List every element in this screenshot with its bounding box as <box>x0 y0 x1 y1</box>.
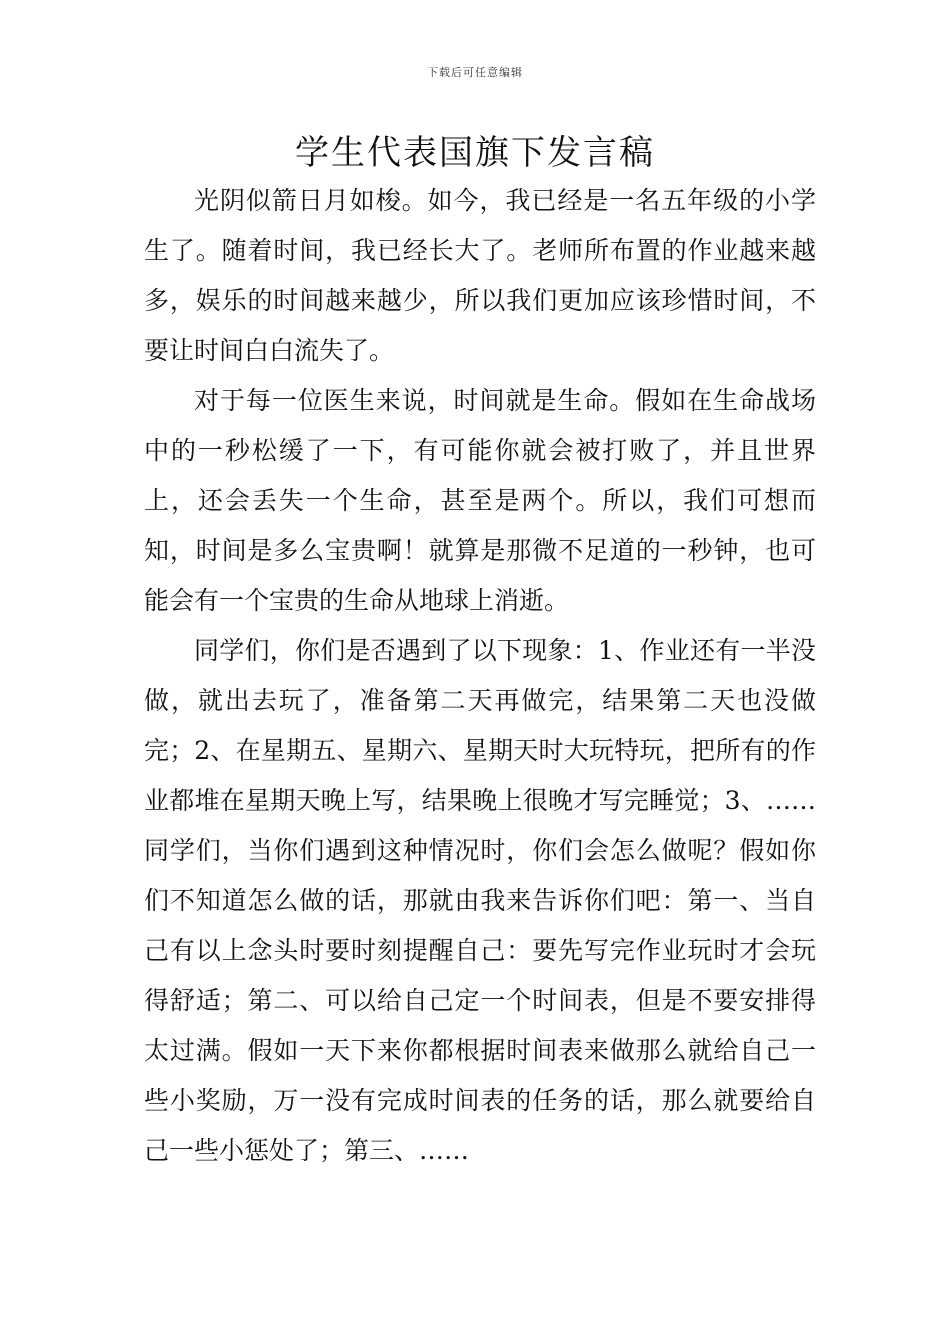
header-note: 下载后可任意编辑 <box>427 66 523 79</box>
paragraph-3: 同学们，你们是否遇到了以下现象：1、作业还有一半没做，就出去玩了，准备第二天再做完，结果第二天也没做完；2、在星期五、星期六、星期天时大玩特玩，把所有的作业都堆在星期天晚上写，结果晚上很晚才写完睡觉；3、……同学们，当你们遇到这种情况时，你们会怎么做呢？假如你们不知道怎么做的话，那就由我来告诉你们吧：第一、当自己有以上念头时要时刻提醒自己：要先写完作业玩时才会玩得舒适；第二、可以给自己定一个时间表，但是不要安排得太过满。假如一天下来你都根据时间表来做那么就给自己一些小奖励，万一没有完成时间表的任务的话，那么就要给自己一些小惩处了；第三、…… <box>144 636 816 1165</box>
page-title: 学生代表国旗下发言稿 <box>295 133 655 173</box>
paragraph-2: 对于每一位医生来说，时间就是生命。假如在生命战场中的一秒松缓了一下，有可能你就会被打败了，并且世界上，还会丢失一个生命，甚至是两个。所以，我们可想而知，时间是多么宝贵啊！就算是那微不足道的一秒钟，也可能会有一个宝贵的生命从地球上消逝。 <box>144 386 816 615</box>
document-body <box>144 176 816 1176</box>
paragraph-1: 光阴似箭日月如梭。如今，我已经是一名五年级的小学生了。随着时间，我已经长大了。老师所布置的作业越来越多，娱乐的时间越来越少，所以我们更加应该珍惜时间，不要让时间白白流失了。 <box>144 186 816 365</box>
